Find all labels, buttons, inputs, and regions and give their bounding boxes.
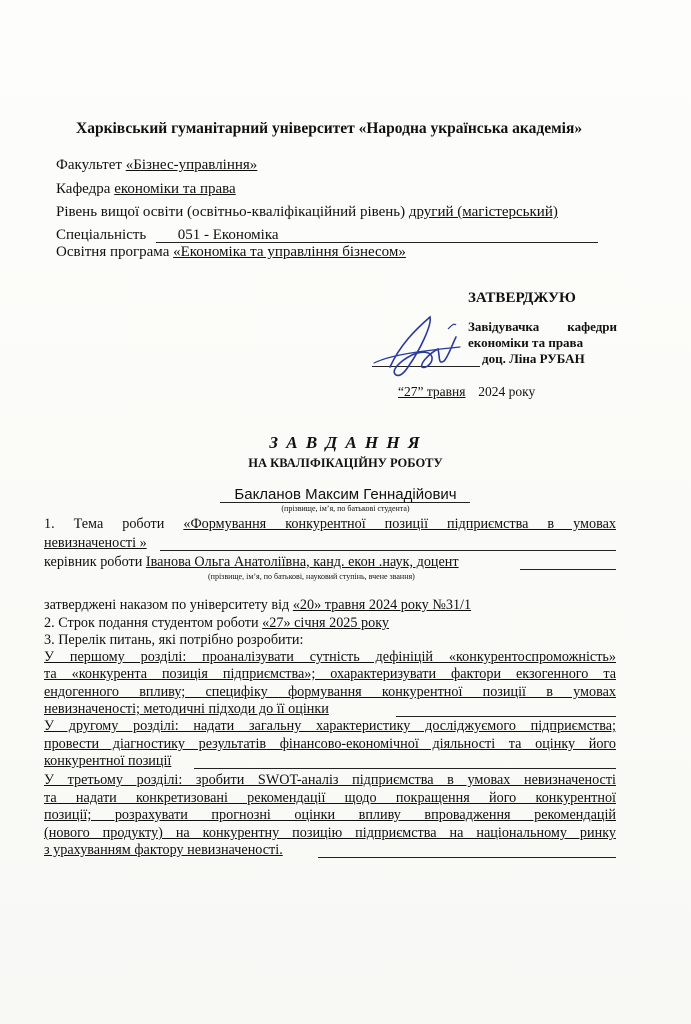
faculty-value: «Бізнес-управління» [125, 157, 258, 173]
supervisor-caption: (прізвище, ім’я, по батькові, науковий ступінь, вчене звання) [208, 572, 415, 581]
section3-line: (нового продукту) на конкурентну позицію підприємства на національному ринку [44, 825, 616, 841]
program-value: «Економіка та управління бізнесом» [173, 244, 406, 260]
topic-line2 [44, 534, 147, 552]
deadline-value: «27» січня 2025 року [262, 615, 390, 631]
questions-heading: 3. Перелік питань, які потрібно розробити: [44, 632, 304, 648]
approval-date [398, 383, 535, 401]
supervisor-value: Іванова Ольга Анатоліївна, канд. екон .наук, доцент [145, 554, 459, 570]
department-value: економіки та права [114, 181, 236, 197]
section2-line: У другому розділі: надати загальну характеристику досліджуємого підприємства; [44, 718, 616, 734]
supervisor-label: керівник роботи [44, 554, 143, 570]
section2-underline [194, 768, 616, 769]
faculty-label: Факультет [56, 157, 122, 173]
section1-underline [396, 716, 616, 717]
supervisor-underline [520, 569, 616, 570]
topic-underline [160, 550, 616, 551]
faculty-row [56, 156, 257, 174]
section2-line: конкурентної позиції [44, 753, 172, 769]
signature-image [360, 305, 480, 385]
education-level-value: другий (магістерський) [408, 204, 558, 220]
approval-date-day: “27” травня [398, 384, 466, 399]
section2-line: провести діагностику результатів фінансово-економічної діяльності та оцінку його [44, 736, 616, 752]
topic-text-2: невизначеності » [44, 535, 147, 551]
topic-label: 1. Тема роботи [44, 516, 165, 532]
program-row [56, 243, 406, 261]
section3-line: та надати конкретизовані рекомендації щодо покращення його конкурентної [44, 790, 616, 806]
approval-role-line1: Завідувачка кафедри [468, 319, 617, 334]
task-subtitle: НА КВАЛІФІКАЦІЙНУ РОБОТУ [248, 456, 443, 470]
deadline-row [44, 614, 389, 632]
approval-role-line2: економіки та права [468, 335, 584, 350]
approval-date-year: 2024 року [478, 384, 536, 399]
student-name: Бакланов Максим Геннадійович [234, 486, 457, 503]
approval-name: доц. Ліна РУБАН [482, 351, 585, 366]
order-value: «20» травня 2024 року №31/1 [292, 597, 472, 613]
section3-underline [318, 857, 616, 858]
section1-line: невизначеності; методичні підходи до її оцінки [44, 701, 329, 717]
topic-text-1: «Формування конкурентної позиції підприємства в умовах [183, 516, 616, 532]
order-prefix: затверджені наказом по університету від [44, 597, 290, 613]
section1-line: У першому розділі: проаналізувати сутність дефініцій «конкурентоспроможність» [44, 649, 616, 665]
education-level-row [56, 203, 558, 221]
program-label: Освітня програма [56, 244, 170, 260]
department-label: Кафедра [56, 181, 111, 197]
student-underline [220, 502, 470, 503]
topic-line1 [44, 516, 616, 533]
section1-line: ендогенного впливу; специфіку формування конкурентної позиції в умовах [44, 684, 616, 700]
education-level-label: Рівень вищої освіти (освітньо-кваліфікаційний рівень) [56, 204, 406, 220]
deadline-prefix: 2. Строк подання студентом роботи [44, 615, 259, 631]
section3-line: з урахуванням фактору невизначеності. [44, 842, 283, 858]
department-row [56, 180, 236, 198]
section3-line: позиції; розрахувати прогнозні оцінки впливу впровадження рекомендацій [44, 807, 616, 823]
university-name: Харківський гуманітарний університет «Народна українська академія» [76, 120, 583, 137]
section1-line: та «конкурента позиція підприємства»; охарактеризувати фактори екзогенного та [44, 666, 616, 682]
order-row [44, 596, 471, 614]
task-title: З А В Д А Н Н Я [269, 433, 422, 452]
supervisor-row [44, 553, 459, 571]
approval-title: ЗАТВЕРДЖУЮ [468, 290, 576, 306]
specialty-value: 051 - Економіка [177, 227, 279, 243]
student-caption: (прізвище, ім’я, по батькові студента) [281, 504, 410, 513]
section3-line: У третьому розділі: зробити SWOT-аналіз підприємства в умовах невизначеності [44, 772, 616, 788]
specialty-label: Спеціальність [56, 227, 147, 243]
